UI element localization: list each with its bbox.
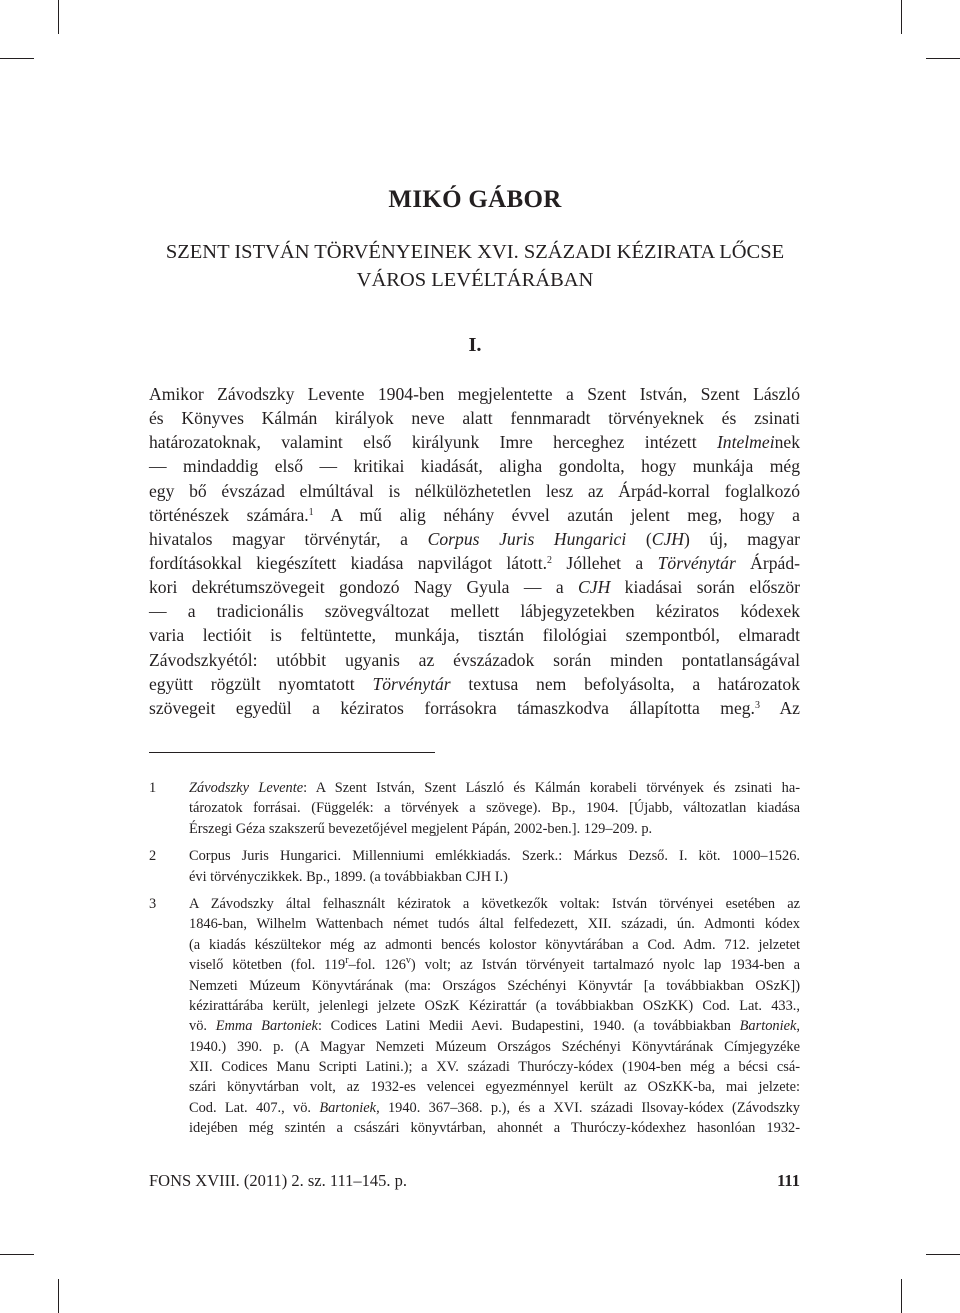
footnote-line: 1846-ban, Wilhelm Wattenbach német tudós által felfedezett, XII. századi, ún. Admonti kódex	[189, 916, 800, 933]
body-line: fordításokkal kiegészített kiadása napvilágot látott.$^2$ Jóllehet a Törvénytár Árpád-	[149, 552, 800, 573]
footnote-line: viselő kötetben (fol. 119$^r$–fol. 126$^v$) volt; az István törvényeit tartalmazó nyolc lap 1934-ben a	[189, 955, 800, 974]
italic-title: Intelmei	[716, 432, 775, 453]
page-number: 111	[777, 1171, 800, 1190]
section-heading: I.	[468, 334, 482, 356]
body-line: kori dekrétumszövegeit gondozó Nagy Gyula — a CJH kiadásai során először	[149, 577, 800, 598]
body-line: együtt rögzült nyomtatott Törvénytár textusa nem befolyásolta, a határozatok	[149, 673, 800, 694]
footnote-line: A Závodszky által felhasznált kéziratok a következők voltak: István törvényei esetében az	[189, 895, 800, 912]
footnote-line: tározatok forrásai. (Függelék: a törvények a szövege). Bp., 1904. [Újabb, változatlan kiadása	[189, 800, 800, 817]
footnote-line: Corpus Juris Hungarici. Millenniumi emlékkiadás. Szerk.: Márkus Dezső. I. köt. 1000–1526.	[189, 848, 800, 865]
article-title-line: VÁROS LEVÉLTÁRÁBAN	[356, 269, 594, 291]
article-title-line: SZENT ISTVÁN TÖRVÉNYEINEK XVI. SZÁZADI KÉZIRATA LŐCSE	[165, 241, 785, 263]
body-line: szövegeit egyedül a kéziratos forrásokra támaszkodva állapította meg.$^3$ Az	[149, 697, 800, 718]
crop-mark	[901, 1279, 902, 1313]
footnote-ref[interactable]: 3	[754, 699, 760, 711]
footnote-line: szári könyvtárban volt, az 1932-es velencei egyezménnyel került az OSzKK-ba, mai jelzete:	[189, 1079, 800, 1096]
footnote-number: 1	[149, 780, 157, 796]
body-line: hivatalos magyar törvénytár, a Corpus Juris Hungarici (CJH) új, magyar	[149, 528, 800, 549]
footnote-line: 1940.) 390. p. (A Magyar Nemzeti Múzeum Országos Széchényi Könyvtárának Címjegyzéke	[189, 1038, 800, 1055]
body-line: történészek számára.$^1$ A mű alig néhány évvel azután jelent meg, hogy a	[149, 504, 800, 525]
footnote-line: évi törvényczikkek. Bp., 1899. (a továbbiakban CJH I.)	[189, 868, 508, 885]
body-text	[149, 382, 800, 720]
footnote-1	[149, 778, 800, 839]
body-line: varia lectióit is feltüntette, munkája, tisztán filológiai szempontból, elmaradt	[149, 625, 800, 646]
footnotes	[149, 778, 800, 1146]
italic-abbrev: CJH	[651, 528, 685, 549]
crop-mark	[926, 1254, 960, 1255]
footnote-ref[interactable]: 1	[308, 506, 314, 518]
crop-mark	[0, 1254, 34, 1255]
italic-title: Corpus Juris Hungarici	[427, 528, 627, 549]
footnote-separator	[149, 752, 435, 753]
footnote-line: idejében még szintén a császári könyvtárban, ahonnét a Thuróczy-kódexhez hasonlóan 1932-	[189, 1120, 800, 1137]
footnote-number: 3	[149, 895, 157, 912]
body-line: egy bő évszázad elmúltával is nélkülözhetetlen lesz az Árpád-korral foglalkozó	[149, 480, 800, 501]
crop-mark	[926, 58, 960, 59]
body-line: Závodszkyétól: utóbbit ugyanis az évszázadok során minden pontatlanságával	[149, 649, 800, 670]
body-line: — a tradicionális szövegváltozat mellett lábjegyzetekben kéziratos kódexek	[149, 601, 800, 622]
footnote-number: 2	[149, 848, 157, 865]
italic-abbrev: CJH	[578, 577, 611, 598]
footnote-2	[149, 846, 800, 887]
journal-citation: FONS XVIII. (2011) 2. sz. 111–145. p.	[149, 1171, 408, 1190]
body-line: határozatoknak, valamint első királyunk Imre herceghez intézett Intelmeinek	[149, 432, 800, 453]
italic-title: Törvénytár	[372, 673, 451, 694]
article-title	[150, 238, 800, 294]
footnote-line: Cod. Lat. 407., vö. Bartoniek, 1940. 367–368. p.), és a XVI. századi Ilsovay-kódex (Závodszky	[189, 1099, 800, 1116]
body-line: — mindaddig első — kritikai kiadását, aligha gondolta, hogy munkája még	[149, 456, 800, 477]
footnote-ref[interactable]: 2	[546, 554, 552, 566]
crop-mark	[901, 0, 902, 34]
footnote-line: Érszegi Géza szakszerű bevezetőjével megjelent Pápán, 2002-ben.]. 129–209. p.	[189, 820, 653, 837]
crop-mark	[0, 58, 34, 59]
body-line: és Könyves Kálmán királyok neve alatt fennmaradt törvényeknek és zsinati	[149, 408, 800, 429]
footnote-line: Nemzeti Múzeum Könyvtárának (ma: Országos Széchényi Könyvtár [a továbbiakban OSzK])	[189, 977, 800, 994]
footnote-line: vö. Emma Bartoniek: Codices Latini Medii Aevi. Budapestini, 1940. (a továbbiakban Bartoniek,	[189, 1018, 800, 1035]
footnote-3	[149, 894, 800, 1139]
italic-title: Törvénytár	[657, 552, 736, 573]
crop-mark	[58, 1279, 59, 1313]
footnote-line: (a kiadás készültekor még az admonti bencés kolostor könyvtárában a Cod. Adm. 712. jelzetet	[189, 936, 800, 953]
author-name: MIKÓ GÁBOR	[388, 186, 562, 213]
body-line: Amikor Závodszky Levente 1904-ben megjelentette a Szent István, Szent László	[149, 384, 800, 404]
footnote-line: Závodszky Levente: A Szent István, Szent László és Kálmán korabeli törvények és zsinati ha-	[189, 780, 801, 796]
footnote-line: kézirattárába került, jelenlegi jelzete OSzK Kézirattár (a továbbiakban OSzKK) Cod. Lat. 433.,	[189, 997, 800, 1014]
footnote-line: XII. Codices Manu Scripti Latini.); a XV. századi Thuróczy-kódex (1904-ben még a bécsi csá-	[189, 1059, 800, 1076]
crop-mark	[58, 0, 59, 34]
